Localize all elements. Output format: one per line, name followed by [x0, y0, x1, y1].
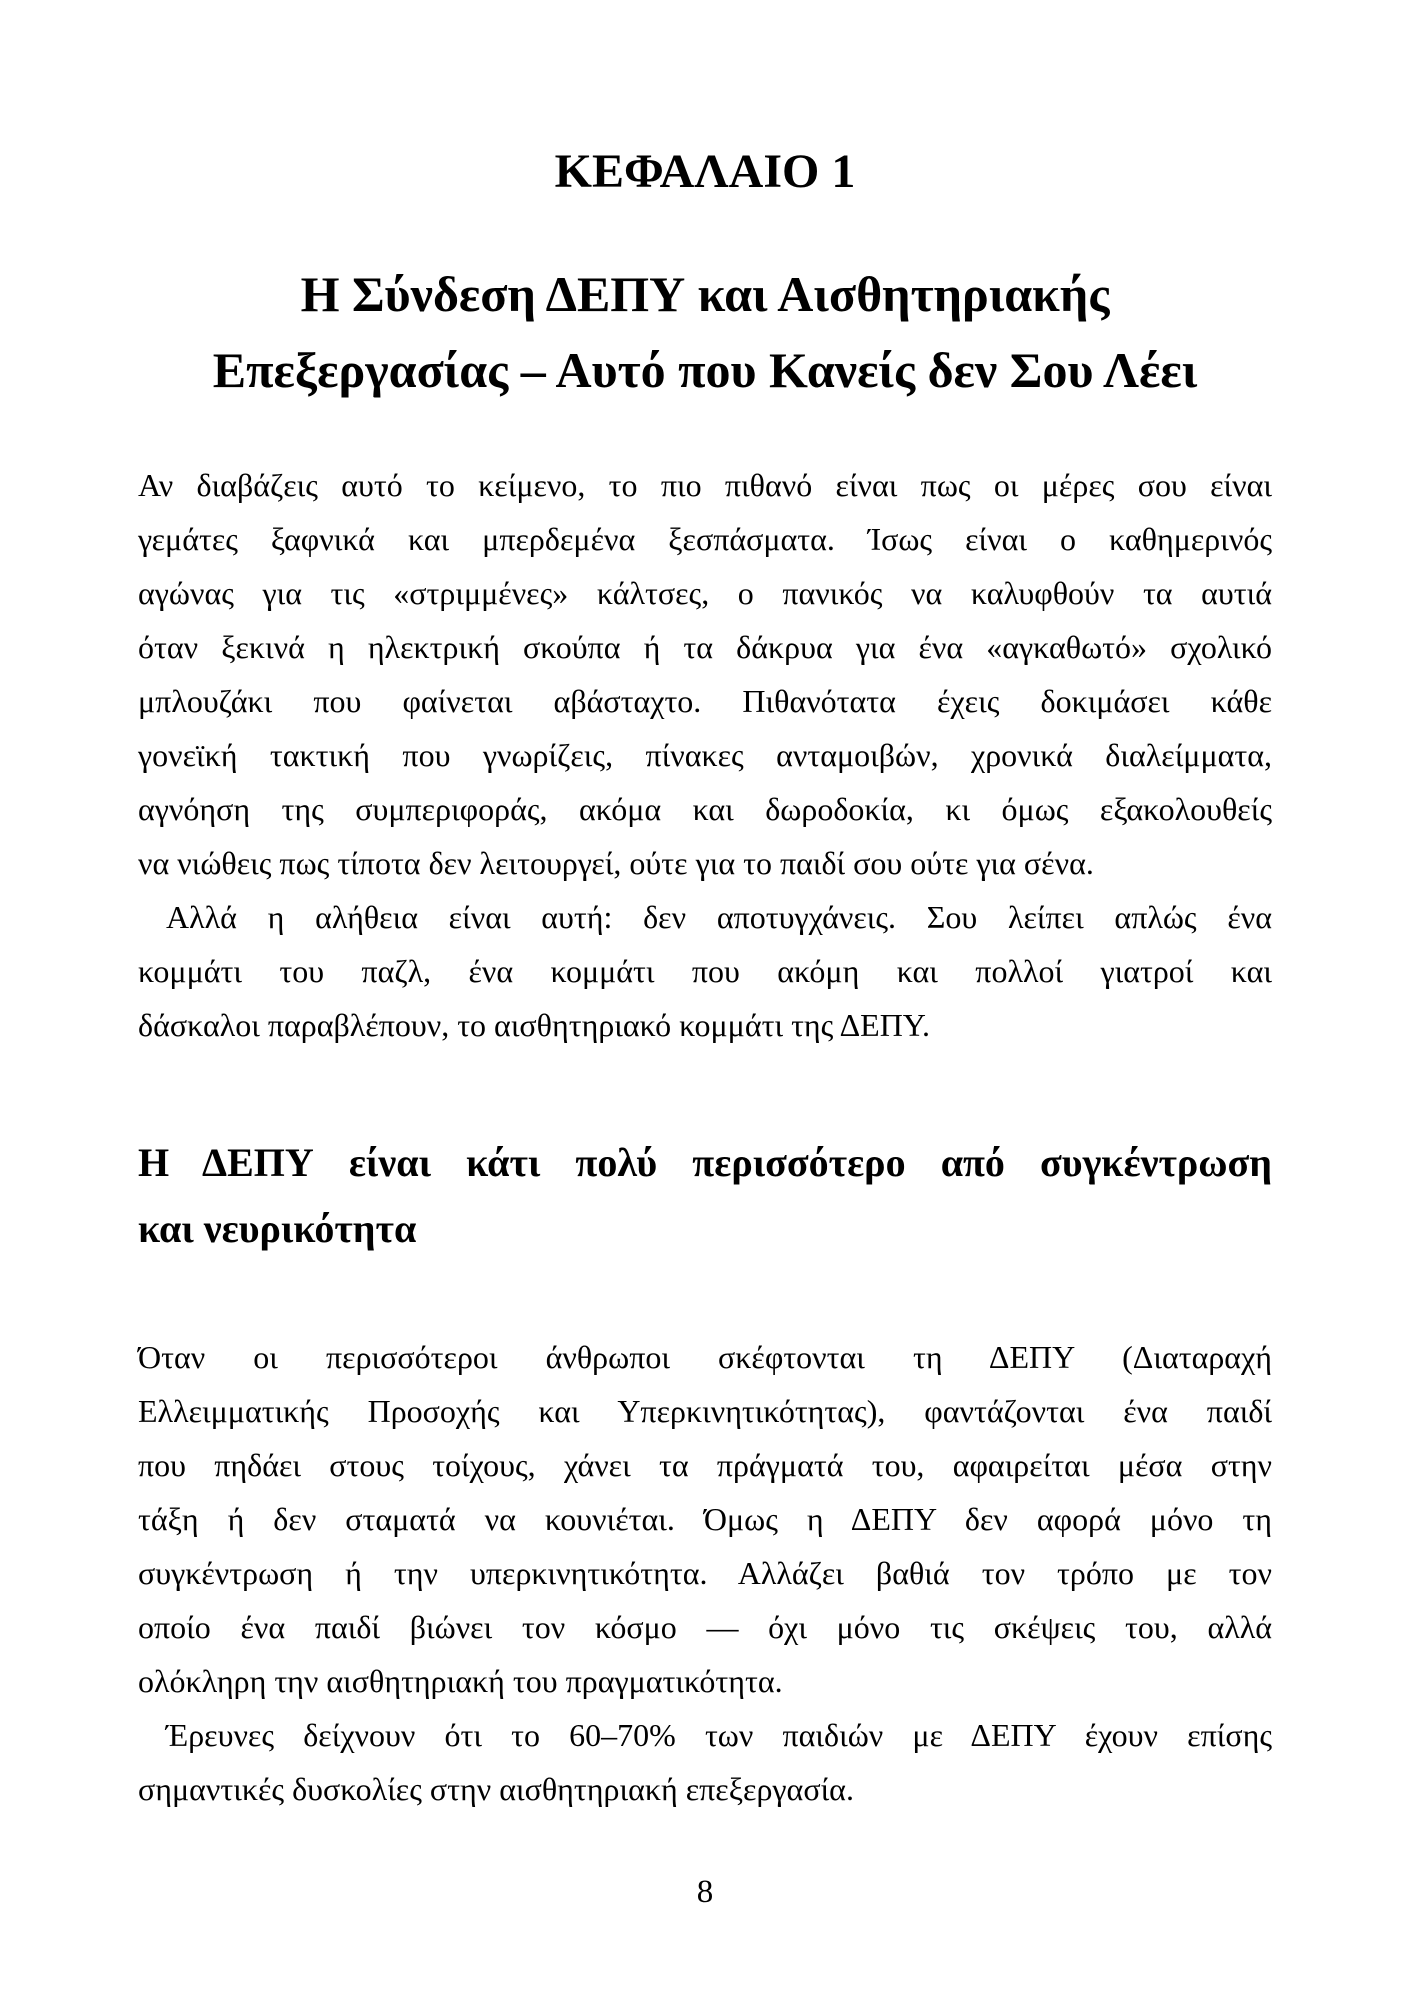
body-line: Έρευνες δείχνουν ότι το 60–70% των παιδιών με ΔΕΠΥ έχουν επίσης	[166, 1717, 1272, 1753]
page-number: 8	[696, 1874, 714, 1910]
body-line: τάξη ή δεν σταματά να κουνιέται. Όμως η ΔΕΠΥ δεν αφορά μόνο τη	[138, 1501, 1272, 1537]
chapter-title-line: Η Σύνδεση ΔΕΠΥ και Αισθητηριακής	[300, 266, 1110, 322]
body-line: Αν διαβάζεις αυτό το κείμενο, το πιο πιθανό είναι πως οι μέρες σου είναι	[138, 467, 1272, 503]
body-line: αγώνας για τις «στριμμένες» κάλτσες, ο πανικός να καλυφθούν τα αυτιά	[138, 575, 1272, 611]
body-line: οποίο ένα παιδί βιώνει τον κόσμο — όχι μόνο τις σκέψεις του, αλλά	[138, 1609, 1272, 1645]
chapter-label: ΚΕΦΑΛΑΙΟ 1	[554, 145, 856, 198]
chapter-title	[138, 256, 1272, 408]
section-subheading	[138, 1130, 1272, 1262]
body-line: συγκέντρωση ή την υπερκινητικότητα. Αλλάζει βαθιά τον τρόπο με τον	[138, 1555, 1272, 1591]
chapter-title-line: Επεξεργασίας – Αυτό που Κανείς δεν Σου Λέει	[212, 342, 1198, 398]
paragraph	[138, 1708, 1272, 1816]
body-line: ολόκληρη την αισθητηριακή του πραγματικότητα.	[138, 1663, 783, 1699]
body-line: Όταν οι περισσότεροι άνθρωποι σκέφτονται τη ΔΕΠΥ (Διαταραχή	[138, 1339, 1272, 1375]
paragraph	[138, 890, 1272, 1052]
body-line: δάσκαλοι παραβλέπουν, το αισθητηριακό κομμάτι της ΔΕΠΥ.	[138, 1007, 930, 1043]
body-line: Αλλά η αλήθεια είναι αυτή: δεν αποτυγχάνεις. Σου λείπει απλώς ένα	[166, 899, 1272, 935]
body-line: που πηδάει στους τοίχους, χάνει τα πράγματά του, αφαιρείται μέσα στην	[138, 1447, 1272, 1483]
paragraph	[138, 458, 1272, 890]
body-line: σημαντικές δυσκολίες στην αισθητηριακή επεξεργασία.	[138, 1771, 854, 1807]
subheading-line: Η ΔΕΠΥ είναι κάτι πολύ περισσότερο από συγκέντρωση	[138, 1140, 1272, 1185]
paragraph	[138, 1330, 1272, 1708]
body-line: Ελλειμματικής Προσοχής και Υπερκινητικότητας), φαντάζονται ένα παιδί	[138, 1393, 1272, 1429]
subheading-line: και νευρικότητα	[138, 1206, 417, 1251]
body-line: γονεϊκή τακτική που γνωρίζεις, πίνακες ανταμοιβών, χρονικά διαλείμματα,	[138, 737, 1272, 773]
body-line: όταν ξεκινά η ηλεκτρική σκούπα ή τα δάκρυα για ένα «αγκαθωτό» σχολικό	[138, 629, 1272, 665]
body-line: μπλουζάκι που φαίνεται αβάσταχτο. Πιθανότατα έχεις δοκιμάσει κάθε	[138, 683, 1272, 719]
body-sections	[138, 458, 1272, 1816]
page-content	[138, 146, 1272, 1912]
body-line: να νιώθεις πως τίποτα δεν λειτουργεί, ούτε για το παιδί σου ούτε για σένα.	[138, 845, 1094, 881]
body-line: γεμάτες ξαφνικά και μπερδεμένα ξεσπάσματα. Ίσως είναι ο καθημερινός	[138, 521, 1272, 557]
body-line: αγνόηση της συμπεριφοράς, ακόμα και δωροδοκία, κι όμως εξακολουθείς	[138, 791, 1272, 827]
body-line: κομμάτι του παζλ, ένα κομμάτι που ακόμη και πολλοί γιατροί και	[138, 953, 1272, 989]
